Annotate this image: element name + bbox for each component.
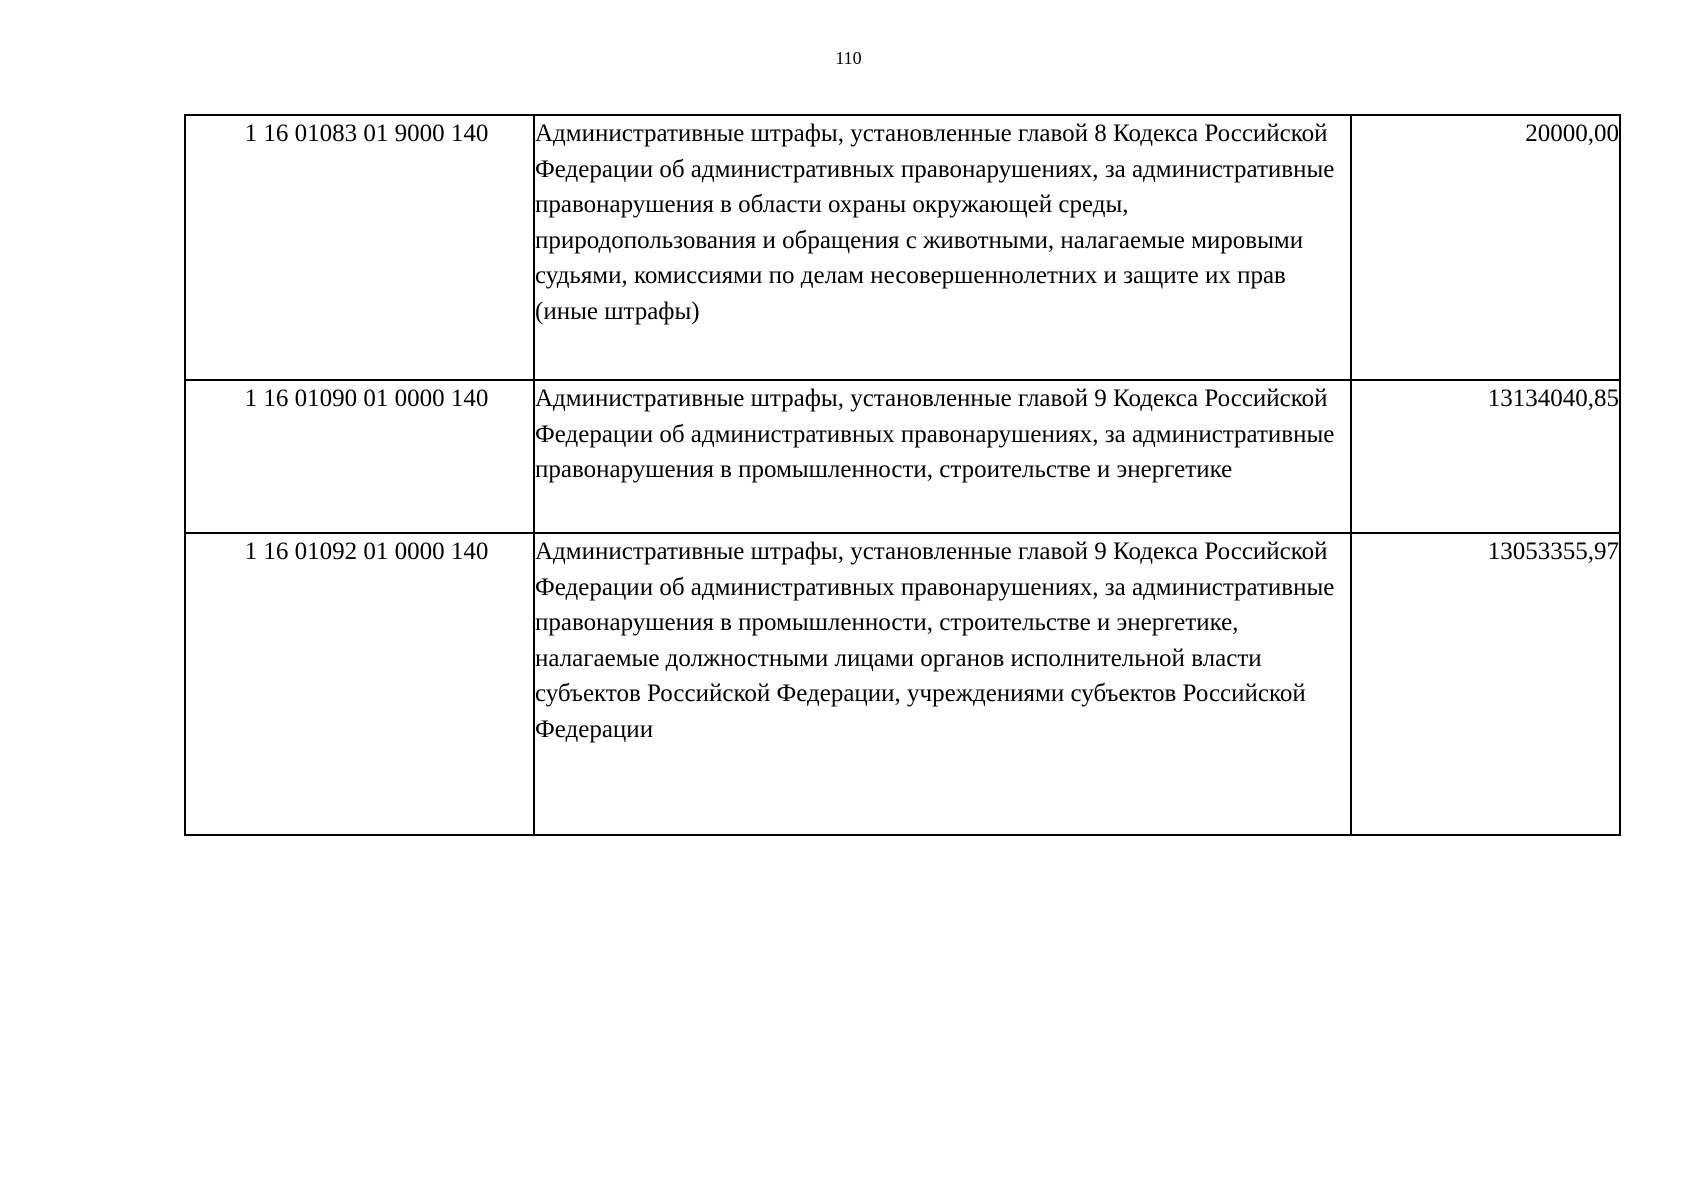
budget-code: 1 16 01092 01 0000 140 — [244, 538, 489, 565]
description-cell: Административные штрафы, установленные главой 8 Кодекса Российской Федерации об административных правонарушениях, за административные правонарушения в области охраны окружающей среды, природопользования и обращения с животными, налагаемые мировыми судьями, комиссиями по делам несовершеннолетних и защите их прав (иные штрафы) — [534, 115, 1351, 380]
table-row — [185, 380, 1620, 533]
description-cell: Административные штрафы, установленные главой 9 Кодекса Российской Федерации об административных правонарушениях, за административные правонарушения в промышленности, строительстве и энергетике, налагаемые должностными лицами органов исполнительной власти субъектов Российской Федерации, учреждениями субъектов Российской Федерации — [534, 533, 1351, 835]
budget-revenue-table — [184, 114, 1621, 836]
budget-code: 1 16 01090 01 0000 140 — [244, 385, 489, 412]
table-row — [185, 115, 1620, 380]
budget-code-cell — [185, 533, 534, 835]
amount-cell: 20000,00 — [1351, 115, 1620, 380]
page-number: 110 — [835, 48, 862, 68]
budget-code-cell — [185, 115, 534, 380]
description-cell: Административные штрафы, установленные главой 9 Кодекса Российской Федерации об административных правонарушениях, за административные правонарушения в промышленности, строительстве и энергетике — [534, 380, 1351, 533]
budget-code-cell — [185, 380, 534, 533]
amount-cell: 13053355,97 — [1351, 533, 1620, 835]
table-row — [185, 533, 1620, 835]
budget-code: 1 16 01083 01 9000 140 — [244, 120, 489, 147]
amount-cell: 13134040,85 — [1351, 380, 1620, 533]
